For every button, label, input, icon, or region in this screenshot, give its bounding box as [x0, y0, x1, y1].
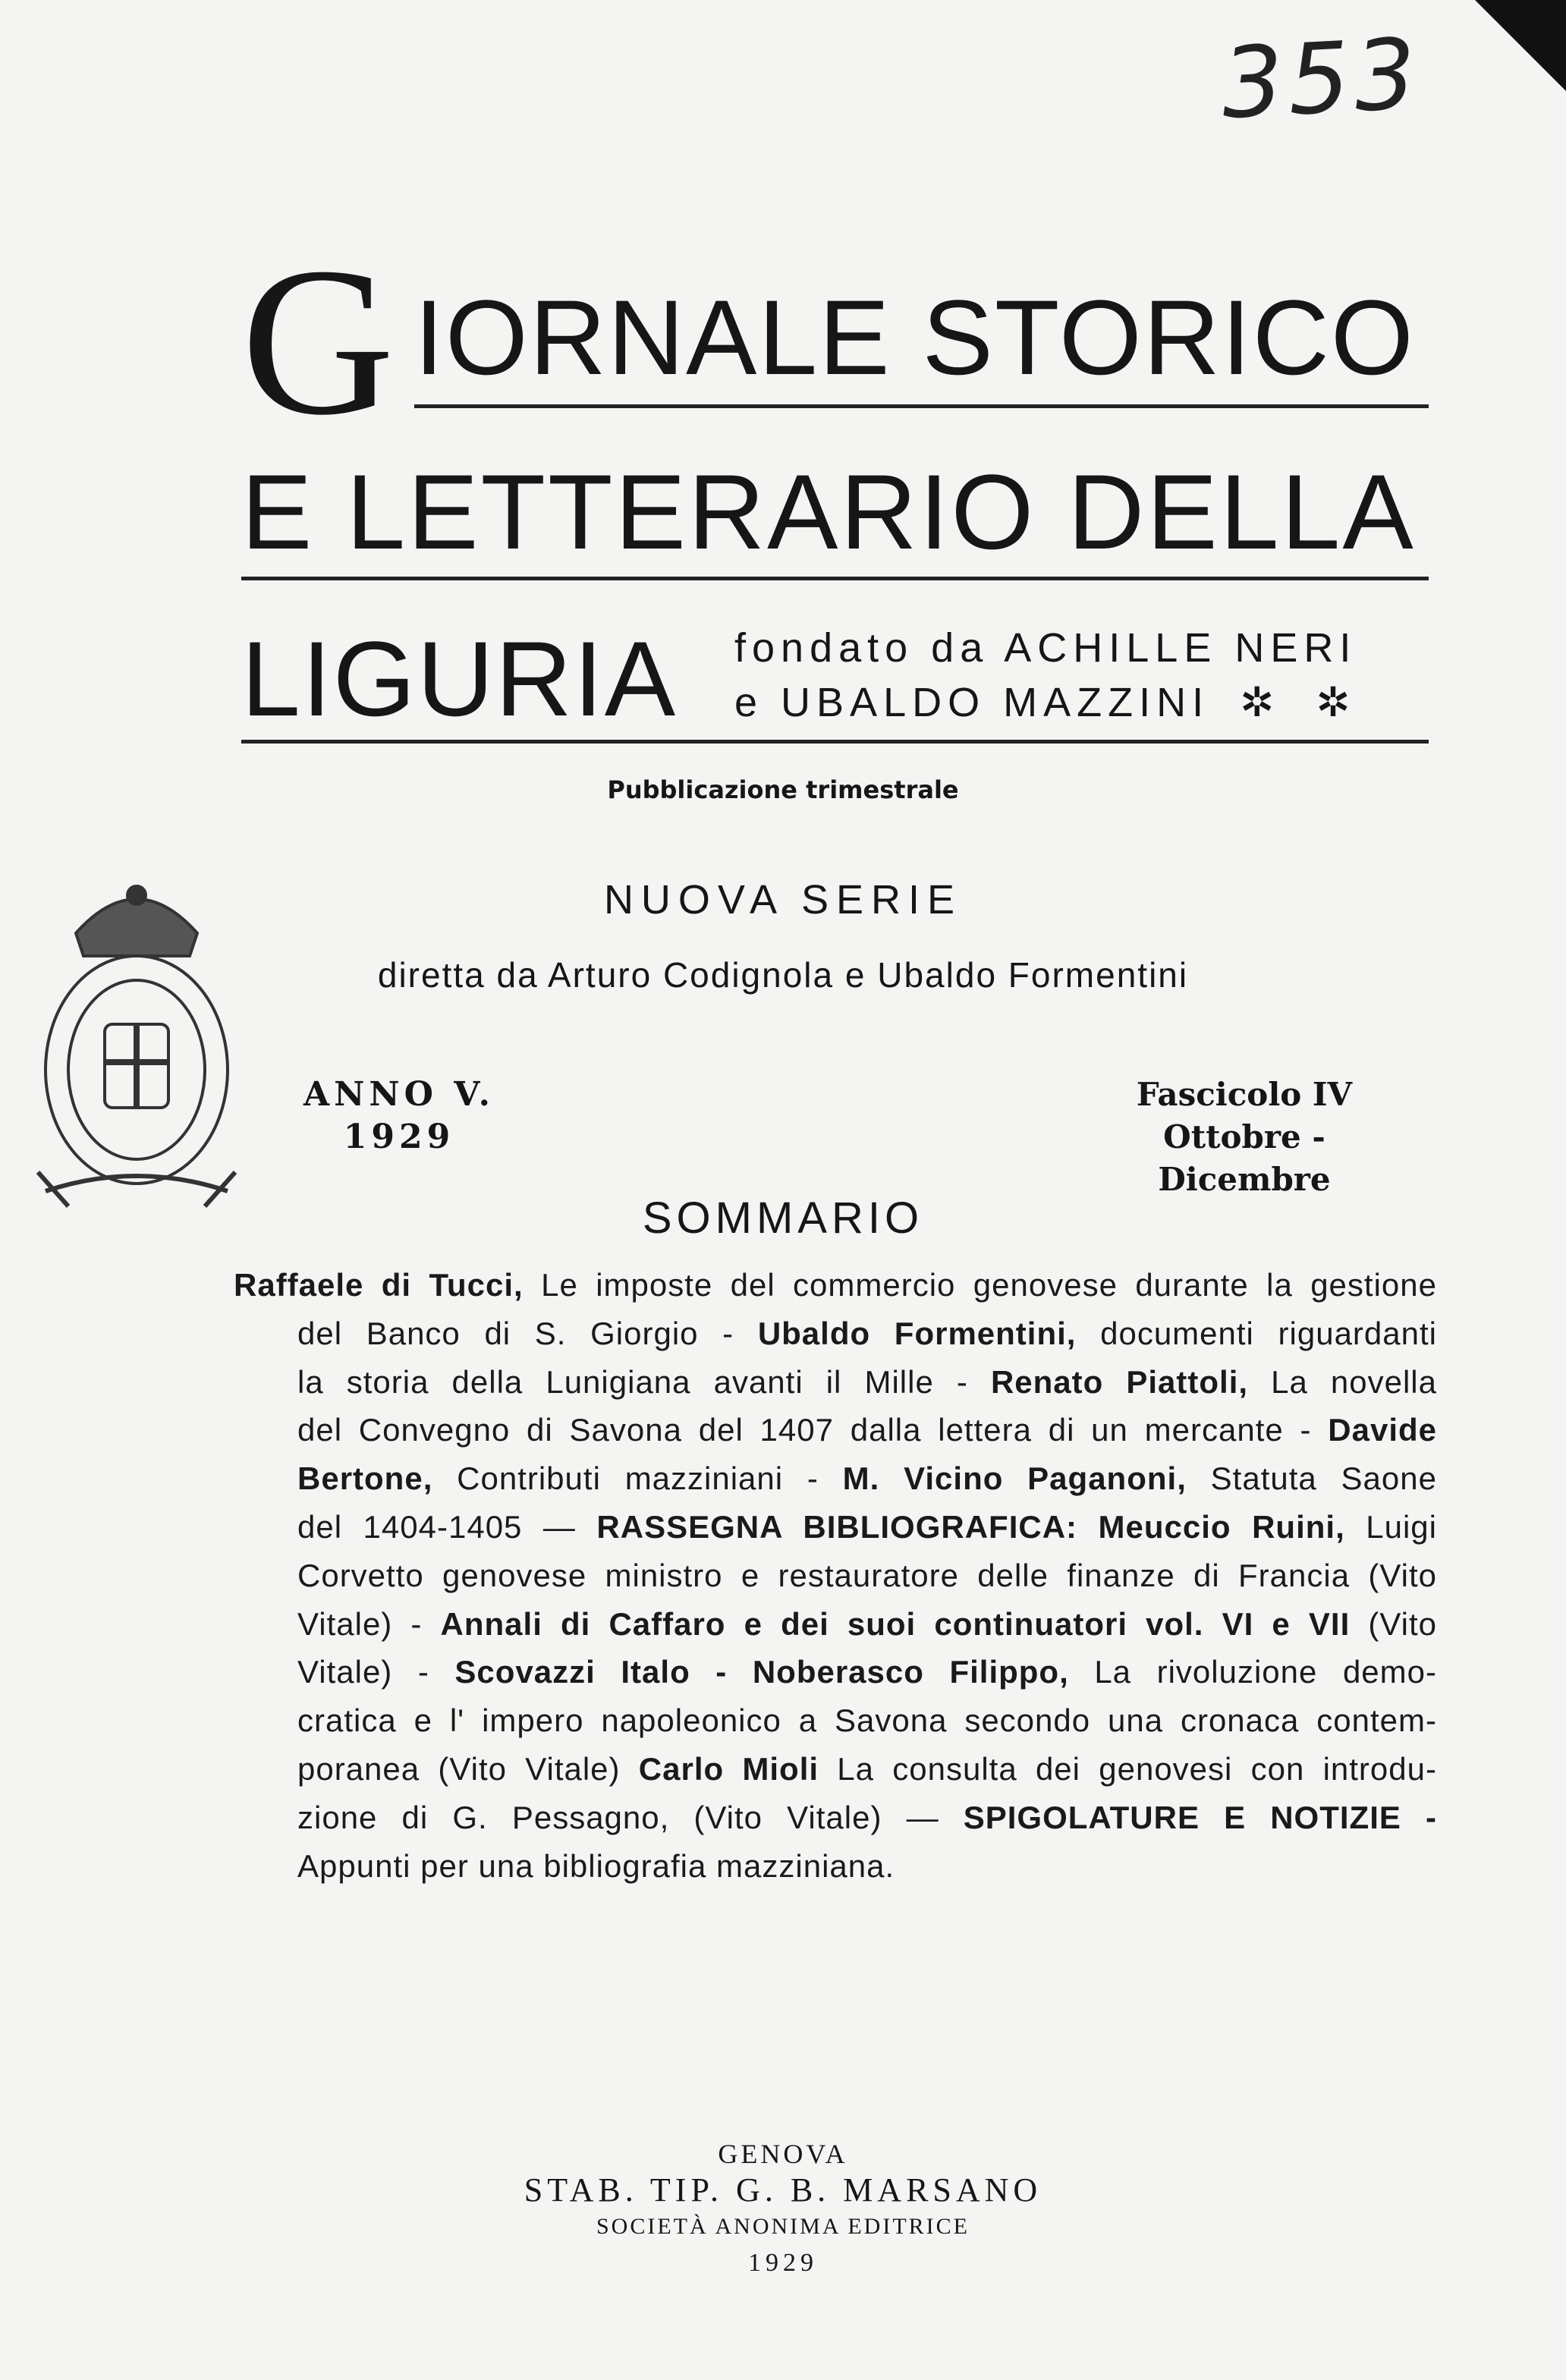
- toc-text: Corvetto genovese ministro e restauratore delle finanze di Francia (Vito: [297, 1557, 1437, 1593]
- volume-info: [303, 1074, 495, 1159]
- masthead-initial: G: [241, 223, 395, 459]
- ornament-stars: ✲ ✲: [1240, 680, 1366, 725]
- masthead-line-1: [241, 223, 1429, 459]
- masthead-line-3: LIGURIA: [241, 619, 678, 738]
- fascicolo-label: Fascicolo IV: [1136, 1076, 1353, 1113]
- toc-line: [234, 1309, 1437, 1358]
- toc-author: Raffaele di Tucci,: [234, 1267, 524, 1303]
- anno-label: ANNO V.: [303, 1075, 495, 1114]
- toc-text: cratica e l' impero napoleonico a Savona secondo una cronaca contem-: [297, 1702, 1437, 1739]
- toc-text: del Convegno di Savona del 1407 dalla lettera di un mercante -: [297, 1412, 1329, 1448]
- toc-line: [234, 1745, 1437, 1794]
- toc-author: Annali di Caffaro e dei suoi continuatori vol. VI e VII: [440, 1605, 1351, 1642]
- toc-text: Vitale) -: [297, 1654, 455, 1690]
- publication-frequency: Pubblicazione trimestrale: [607, 775, 959, 804]
- imprint: [0, 2136, 1566, 2281]
- issue-info: [1077, 1074, 1411, 1201]
- series-label: NUOVA SERIE: [603, 877, 963, 923]
- founders: [734, 621, 1440, 730]
- toc-author: Bertone,: [297, 1460, 433, 1497]
- toc-text: Contributi mazziniani -: [432, 1460, 843, 1497]
- toc-author: Carlo Mioli: [638, 1750, 819, 1787]
- toc-author: RASSEGNA BIBLIOGRAFICA: Meuccio Ruini,: [596, 1508, 1345, 1545]
- toc-text: La consulta dei genovesi con introdu-: [819, 1750, 1437, 1787]
- toc-author: Ubaldo Formentini,: [757, 1315, 1077, 1351]
- series-direction: diretta da Arturo Codignola e Ubaldo Formentini: [377, 955, 1189, 995]
- toc-text: Le imposte del commercio genovese durante la gestione: [523, 1267, 1437, 1303]
- catalog-number: 353: [1219, 17, 1424, 141]
- toc-text: La rivoluzione demo-: [1068, 1654, 1437, 1690]
- toc-line: [234, 1454, 1437, 1503]
- toc-text: La novella: [1248, 1363, 1437, 1400]
- toc-line: [234, 1406, 1437, 1454]
- toc-text: Statuta Saone: [1186, 1460, 1437, 1497]
- toc-text: poranea (Vito Vitale): [297, 1750, 639, 1787]
- toc-author: Scovazzi Italo - Noberasco Filippo,: [454, 1654, 1069, 1690]
- toc-text: Vitale) -: [297, 1605, 441, 1642]
- toc-text: zione di G. Pessagno, (Vito Vitale) —: [297, 1799, 964, 1835]
- founders-line-1: fondato da ACHILLE NERI: [734, 625, 1357, 671]
- rule-1: [414, 404, 1429, 408]
- imprint-company: SOCIETÀ ANONIMA EDITRICE: [596, 2214, 970, 2239]
- toc-line: [234, 1648, 1437, 1696]
- table-of-contents: [234, 1261, 1437, 1890]
- founders-line-2-text: e UBALDO MAZZINI: [734, 680, 1210, 725]
- masthead-line-1-text: IORNALE STORICO: [414, 278, 1415, 397]
- toc-line: [234, 1600, 1437, 1649]
- toc-text: (Vito: [1350, 1605, 1437, 1642]
- scan-corner: [1475, 0, 1566, 91]
- rule-3: [241, 740, 1429, 744]
- masthead-line-2: E LETTERARIO DELLA: [241, 452, 1416, 571]
- imprint-city: GENOVA: [718, 2139, 848, 2169]
- toc-text: Appunti per una bibliografia mazziniana.: [297, 1847, 895, 1884]
- toc-text: la storia della Lunigiana avanti il Mille -: [297, 1363, 991, 1400]
- toc-line: [234, 1503, 1437, 1552]
- toc-line: [234, 1261, 1437, 1309]
- toc-text: del Banco di S. Giorgio -: [297, 1315, 758, 1351]
- issue-months: Ottobre - Dicembre: [1158, 1118, 1331, 1198]
- imprint-printer: STAB. TIP. G. B. MARSANO: [524, 2171, 1042, 2209]
- sommario-heading: SOMMARIO: [642, 1193, 924, 1243]
- imprint-year: 1929: [748, 2249, 818, 2277]
- toc-author: M. Vicino Paganoni,: [842, 1460, 1187, 1497]
- toc-line: [234, 1552, 1437, 1600]
- toc-author: Davide: [1328, 1412, 1437, 1448]
- toc-line: [234, 1794, 1437, 1842]
- toc-author: SPIGOLATURE E NOTIZIE -: [963, 1799, 1438, 1835]
- toc-text: Luigi: [1344, 1508, 1437, 1545]
- royal-crest-icon: [30, 872, 243, 1214]
- toc-line: [234, 1842, 1437, 1891]
- founders-line-2: [734, 675, 1440, 730]
- toc-text: del 1404-1405 —: [297, 1508, 597, 1545]
- rule-2: [241, 577, 1429, 580]
- toc-line: [234, 1696, 1437, 1745]
- toc-text: documenti riguardanti: [1076, 1315, 1437, 1351]
- issue-year: 1929: [343, 1118, 455, 1156]
- toc-line: [234, 1358, 1437, 1407]
- toc-author: Renato Piattoli,: [990, 1363, 1249, 1400]
